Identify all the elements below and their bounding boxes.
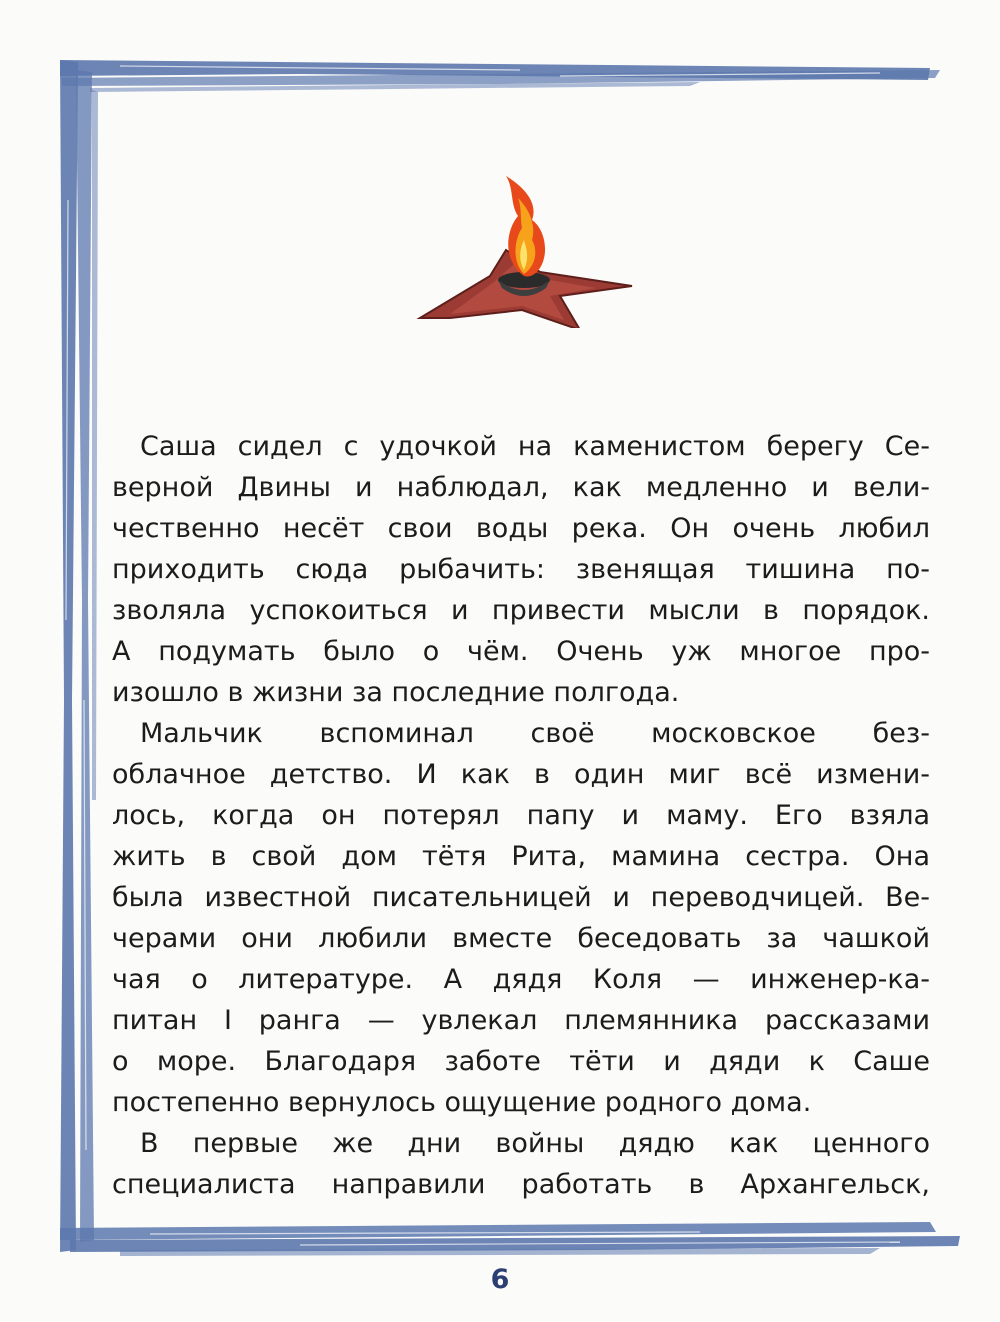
page-number: 6 (490, 1264, 510, 1295)
text-line: приходить сюда рыбачить: звенящая тишина по- (112, 554, 930, 585)
eternal-flame-star-icon (410, 168, 640, 328)
story-text (112, 426, 930, 1205)
text-line: Саша сидел с удочкой на каменистом берегу Се- (140, 431, 930, 462)
text-line: жить в свой дом тётя Рита, мамина сестра. Она (112, 841, 930, 872)
text-line: лось, когда он потерял папу и маму. Его взяла (112, 800, 930, 831)
text-line: Мальчик вспоминал своё московское без- (140, 718, 930, 749)
text-line: зволяла успокоиться и привести мысли в порядок. (112, 595, 930, 626)
text-line: была известной писательницей и переводчицей. Ве- (112, 882, 930, 913)
paragraph-1 (112, 426, 930, 713)
text-line: постепенно вернулось ощущение родного дома. (112, 1087, 812, 1118)
text-line: изошло в жизни за последние полгода. (112, 677, 680, 708)
paragraph-3 (112, 1123, 930, 1205)
text-line: черами они любили вместе беседовать за чашкой (112, 923, 930, 954)
text-line: А подумать было о чём. Очень уж многое про- (112, 636, 930, 667)
text-line: чая о литературе. А дядя Коля — инженер-ка- (112, 964, 930, 995)
text-line: о море. Благодаря заботе тёти и дяди к Саше (112, 1046, 930, 1077)
text-line: чественно несёт свои воды река. Он очень любил (112, 513, 930, 544)
text-line: питан I ранга — увлекал племянника рассказами (112, 1005, 930, 1036)
text-line: верной Двины и наблюдал, как медленно и вели- (112, 472, 930, 503)
paragraph-2 (112, 713, 930, 1123)
text-line: облачное детство. И как в один миг всё измени- (112, 759, 930, 790)
text-line: специалиста направили работать в Архангельск, (112, 1169, 930, 1200)
text-line: В первые же дни войны дядю как ценного (140, 1128, 930, 1159)
